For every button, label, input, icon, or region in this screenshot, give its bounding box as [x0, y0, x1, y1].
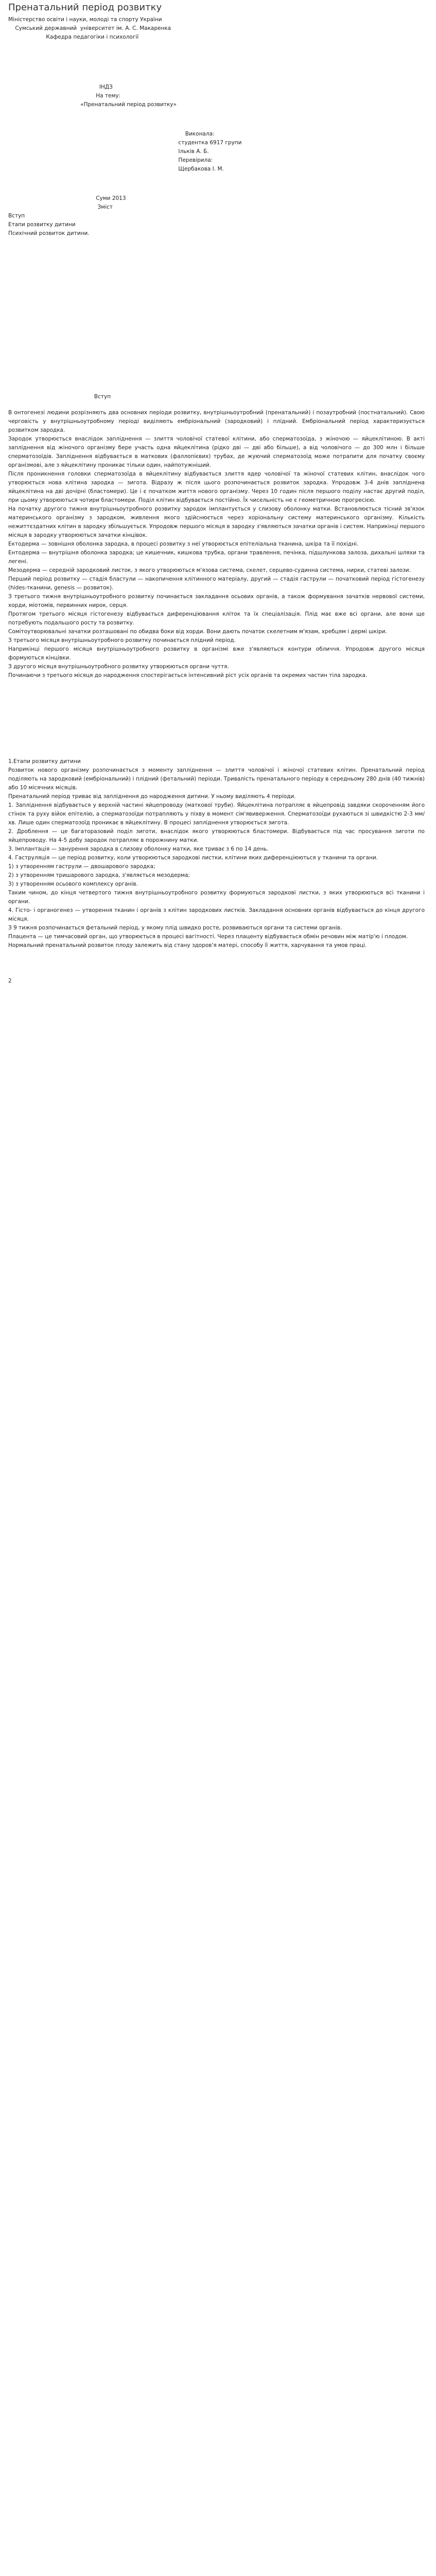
- topic-label: На тему:: [8, 93, 121, 99]
- contents-heading: Зміст: [8, 204, 113, 210]
- paragraph: Мезодерма — середній зародковий листок, з якого утворюються м'язова система, скелет, серцево-судинна система, нирки, статеві залози.: [8, 567, 411, 573]
- paragraph: Зародок утворюється внаслідок запліднення — злиття чоловічої статевої клітини, або сперматозоїда, з жіночою — яйцеклітиною. В акті запліднення від жіночого організму бере участь одна яйцеклітина (рідко дві — дві або більше), а від чоловічого — до 300 млн і більше сперматозоїдів. Запліднення відбувається в маткових (фаллопієвих) трубах, де жуючий сперматозоїд може потрапити для початку своєму організмові, але з яйцеклітину проникає тільки один, найпотужніший.: [8, 436, 425, 468]
- paragraph: З 9 тижня розпочинається фетальний період, у якому плід швидко росте, розвиваються органи та системи органів.: [8, 925, 342, 931]
- work-type: ІНДЗ: [8, 84, 113, 90]
- paragraph: На початку другого тижня внутрішньоутробного розвитку зародок імплантується у слизову оболонку матки. Встановлюється тісний зв'язок материнського організму з зародком, живлення якого здійснюється через хоріональну систему материнського організму. Кількість нежиттєздатних клітин в зародку збільшується. Упродовж першого місяця в зародку з'являються зачатки органів і систем. Наприкінці першого місяця в зародку утворюються зачатки кінцівок.: [8, 506, 425, 538]
- topic-title: «Пренатальний період розвитку»: [8, 101, 177, 108]
- paragraph: З третього місяця внутрішньоутробного розвитку починається плідний період.: [8, 637, 236, 643]
- paragraph: Починаючи з третього місяця до народження спостерігається інтенсивний ріст усіх органів та окремих частин тіла зародка.: [8, 672, 368, 679]
- header-block: [8, 15, 425, 42]
- university-line: Сумський державний університет ім. А. С. Макаренка: [8, 25, 171, 31]
- document: [0, 0, 436, 986]
- paragraph: Плацента — це тимчасовий орган, що утворюється в процесі вагітності. Через плаценту відбувається обмін речовин між матір'ю і плодом.: [8, 934, 408, 940]
- paragraph: Сомітоутворювальні зачатки розташовані по обидва боки від хорди. Вони дають початок скелетним м'язам, хребцям і дермі шкіри.: [8, 629, 387, 635]
- author-label: Виконала:: [8, 131, 215, 137]
- paragraph: Розвиток нового організму розпочинається з моменту запліднення — злиття чоловічої і жіночої статевих клітин. Пренатальний період поділяють на зародковий (ембріональний) і плідний (фетальний) періоди. Тривалість пренатального періоду в середньому 280 днів (40 тижнів) або 10 місячних місяців.: [8, 767, 425, 791]
- page-title: Пренатальний період розвитку: [8, 2, 162, 13]
- page-number: 2: [8, 978, 12, 984]
- paragraph: Наприкінці першого місяця внутрішньоутробного розвитку в організмі вже з'являються контури обличчя. Упродовж другого місяця формуються кінцівки.: [8, 646, 425, 661]
- paragraph: 2. Дроблення — це багаторазовий поділ зиготи, внаслідок якого утворюються бластомери. Відбувається під час просування зиготи по яйцепроводу. На 4-5 добу зародок потрапляє в порожнину матки.: [8, 828, 425, 843]
- paragraph: 2) з утворенням тришарового зародка, з'являється мезодерма;: [8, 872, 190, 878]
- reviewer-label: Перевірила:: [8, 157, 213, 163]
- contents-item: Етапи розвитку дитини: [8, 222, 76, 228]
- paragraph: 4. Гісто- і органогенез — утворення тканин і органів з клітин зародкових листків. Закладання основних органів відбувається до кінця другого місяця.: [8, 907, 425, 922]
- paragraph: Таким чином, до кінця четвертого тижня внутрішньоутробного розвитку формуються зародкові листки, з яких утворюються всі тканини і органи.: [8, 890, 425, 905]
- author-block: [8, 130, 425, 174]
- paragraph: Ентодерма — внутрішня оболонка зародка; це кишечник, кишкова трубка, органи травлення, печінка, підшлункова залоза, дихальні шляхи та легені.: [8, 550, 425, 565]
- stages-section: [8, 766, 425, 950]
- paragraph: Ектодерма — зовнішня оболонка зародка, в процесі розвитку з неї утворюється епітеліальна тканина, шкіра та її похідні.: [8, 541, 359, 547]
- paragraph: З другого місяця внутрішньоутробного розвитку утворюються органи чуття.: [8, 664, 229, 670]
- paragraph: 1. Запліднення відбувається у верхній частині яйцепроводу (маткової труби). Яйцеклітина потрапляє в яйцепровід завдяки скороченням його стінок та руху війок епітелію, а сперматозоїди потрапляють у піхву в момент сім'явиверження. Сперматозоїди рухаються зі швидкістю 2-3 мм/хв. Лише один сперматозоїд проникає в яйцеклітину. В процесі запліднення утворюється зигота.: [8, 802, 425, 826]
- contents-item: Вступ: [8, 213, 25, 219]
- paragraph: Пренатальний період триває від запліднення до народження дитини. У ньому виділяють 4 періоди.: [8, 793, 296, 800]
- paragraph: 4. Гаструляція — це період розвитку, коли утворюються зародкові листки, клітини яких диференціюються у тканини та органи.: [8, 855, 378, 861]
- paragraph: 3) з утворенням осьового комплексу органів.: [8, 881, 138, 887]
- paragraph: 1) з утворенням гаструли — двошарового зародка;: [8, 863, 155, 870]
- stages-heading: 1.Етапи розвитку дитини: [8, 758, 81, 765]
- paragraph: Нормальний пренатальний розвиток плоду залежить від стану здоров'я матері, способу її життя, харчування та умов праці.: [8, 942, 367, 948]
- paragraph: Протягом третього місяця гістогенезу відбувається диференціювання кліток та їх спеціалізація. Плід має вже всі органи, але вони ще потребують подальшого росту та розвитку.: [8, 611, 425, 626]
- author-name: Ільків А. Б.: [8, 148, 209, 155]
- paragraph: 3. Імплантація — занурення зародка в слизову оболонку матки, яке триває з 6 по 14 день.: [8, 846, 269, 852]
- title-block: [8, 83, 425, 109]
- intro-heading: Вступ: [8, 394, 111, 400]
- paragraph: З третього тижня внутрішньоутробного розвитку починається закладання осьових органів, а також формування зачатків нервової системи, хорди, міотомів, первинних нирок, серця.: [8, 594, 425, 608]
- paragraph: В онтогенезі людини розрізняють два основних періоди розвитку, внутрішньоутробний (пренатальний) і позаутробний (постнатальний). Свою черговість у внутрішньоутробному періоді виділяють ембріональний (зародковий) і плідний. Ембріональний період характеризується розвитком зародка.: [8, 410, 425, 433]
- paragraph: Перший період розвитку — стадія бластули — накопичення клітинного матеріалу, другий — стадія гаструли — початковий період гістогенезу (hides-тканини, genesis — розвиток).: [8, 576, 425, 591]
- department-line: Кафедра педагогіки і психології: [8, 34, 139, 40]
- ministry-line: Міністерство освіти і науки, молоді та спорту України: [8, 16, 162, 23]
- city-year: Суми 2013: [8, 195, 126, 201]
- paragraph: Після проникнення головки сперматозоїда в яйцеклітину відбувається злиття ядер чоловічої та жіночої статевих клітин, внаслідок чого утворюється нова клітина зародка — зигота. Відразу ж після цього розпочинається розвиток зародка. Упродовж 3-4 днів запліднена яйцеклітина на дві дочірні (бластомери). Це і є початком життя нового організму. Через 10 годин після першого поділу настає другий поділ, при цьому утворюються чотири бластомери. Поділ клітин відбувається постійно. Їх чисельність не є геометричною прогресією.: [8, 471, 425, 503]
- reviewer-name: Щербакова І. М.: [8, 166, 224, 172]
- contents-item: Психічний розвиток дитини.: [8, 230, 90, 236]
- intro-section: [8, 409, 425, 680]
- author-group: студентка 6917 групи: [8, 140, 242, 146]
